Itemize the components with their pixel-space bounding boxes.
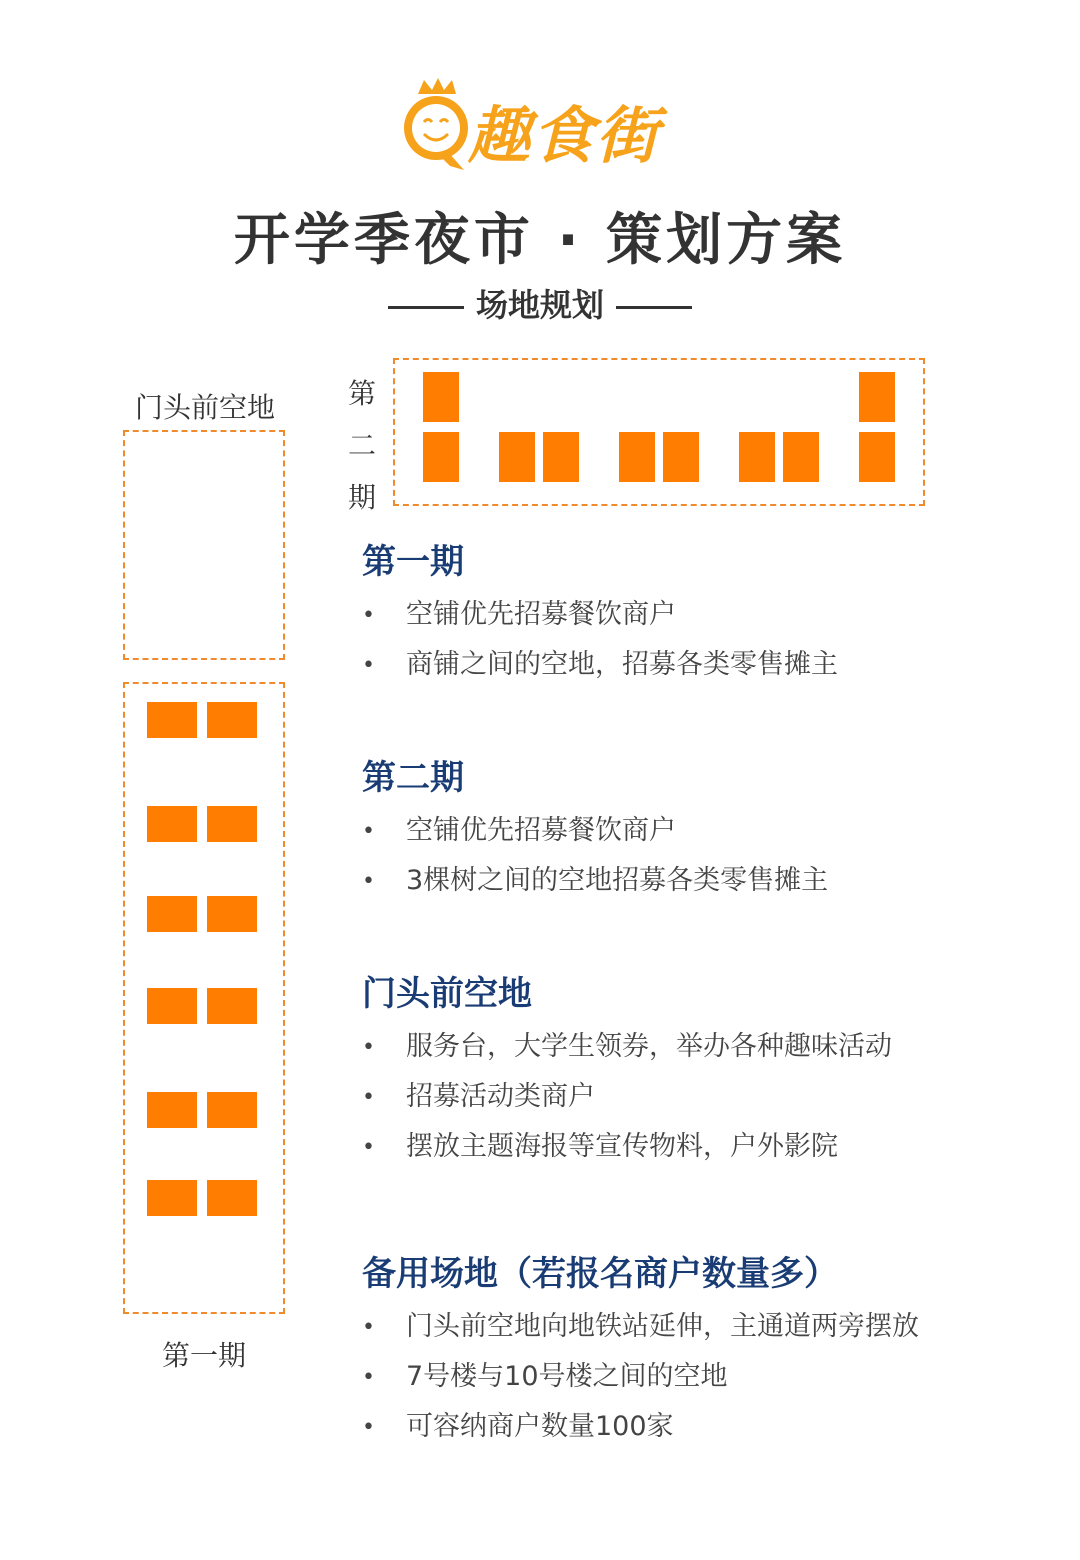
stall xyxy=(499,432,535,482)
subtitle-right-rule xyxy=(616,306,692,309)
list-item: • 可容纳商户数量100家 xyxy=(362,1411,674,1442)
section-heading-backup-area: 备用场地（若报名商户数量多） xyxy=(362,1254,838,1294)
stall xyxy=(783,432,819,482)
front-area xyxy=(123,430,285,660)
list-item: • 7号楼与10号楼之间的空地 xyxy=(362,1361,728,1392)
section-heading-front-area: 门头前空地 xyxy=(362,974,532,1014)
brand-name: 趣食街 xyxy=(468,99,661,172)
stall xyxy=(147,896,197,932)
stall xyxy=(859,432,895,482)
stall xyxy=(147,1180,197,1216)
stall xyxy=(663,432,699,482)
stall xyxy=(739,432,775,482)
list-item: • 招募活动类商户 xyxy=(362,1081,595,1112)
page-subtitle xyxy=(0,280,1080,326)
stall xyxy=(859,372,895,422)
stall xyxy=(207,988,257,1024)
stall xyxy=(423,432,459,482)
list-item: • 门头前空地向地铁站延伸，主通道两旁摆放 xyxy=(362,1311,919,1342)
list-item: • 服务台，大学生领券，举办各种趣味活动 xyxy=(362,1031,892,1062)
phase1-label: 第一期 xyxy=(162,1339,247,1372)
phase2-label-char-3: 期 xyxy=(348,481,377,514)
stall xyxy=(543,432,579,482)
phase2-area xyxy=(393,358,925,506)
stall xyxy=(207,1092,257,1128)
stall xyxy=(207,1180,257,1216)
stall xyxy=(619,432,655,482)
list-item: • 空铺优先招募餐饮商户 xyxy=(362,599,676,630)
stall xyxy=(423,372,459,422)
stall xyxy=(207,702,257,738)
stall xyxy=(207,806,257,842)
section-heading-phase1: 第一期 xyxy=(362,542,464,582)
brand-logo xyxy=(390,76,690,176)
section-heading-phase2: 第二期 xyxy=(362,758,464,798)
list-item: • 3棵树之间的空地招募各类零售摊主 xyxy=(362,865,829,896)
stall xyxy=(207,896,257,932)
stall xyxy=(147,702,197,738)
subtitle-left-rule xyxy=(388,306,464,309)
list-item: • 摆放主题海报等宣传物料，户外影院 xyxy=(362,1131,838,1162)
stall xyxy=(147,988,197,1024)
phase2-label-char-2: 二 xyxy=(348,429,377,462)
subtitle-text: 场地规划 xyxy=(475,286,604,324)
front-area-label: 门头前空地 xyxy=(135,391,276,424)
phase1-area xyxy=(123,682,285,1314)
page-title: 开学季夜市 · 策划方案 xyxy=(233,208,847,273)
list-item: • 空铺优先招募餐饮商户 xyxy=(362,815,676,846)
stall xyxy=(147,1092,197,1128)
logo-mascot-icon xyxy=(390,76,480,176)
phase2-label-char-1: 第 xyxy=(348,377,377,410)
stall xyxy=(147,806,197,842)
list-item: • 商铺之间的空地，招募各类零售摊主 xyxy=(362,649,838,680)
